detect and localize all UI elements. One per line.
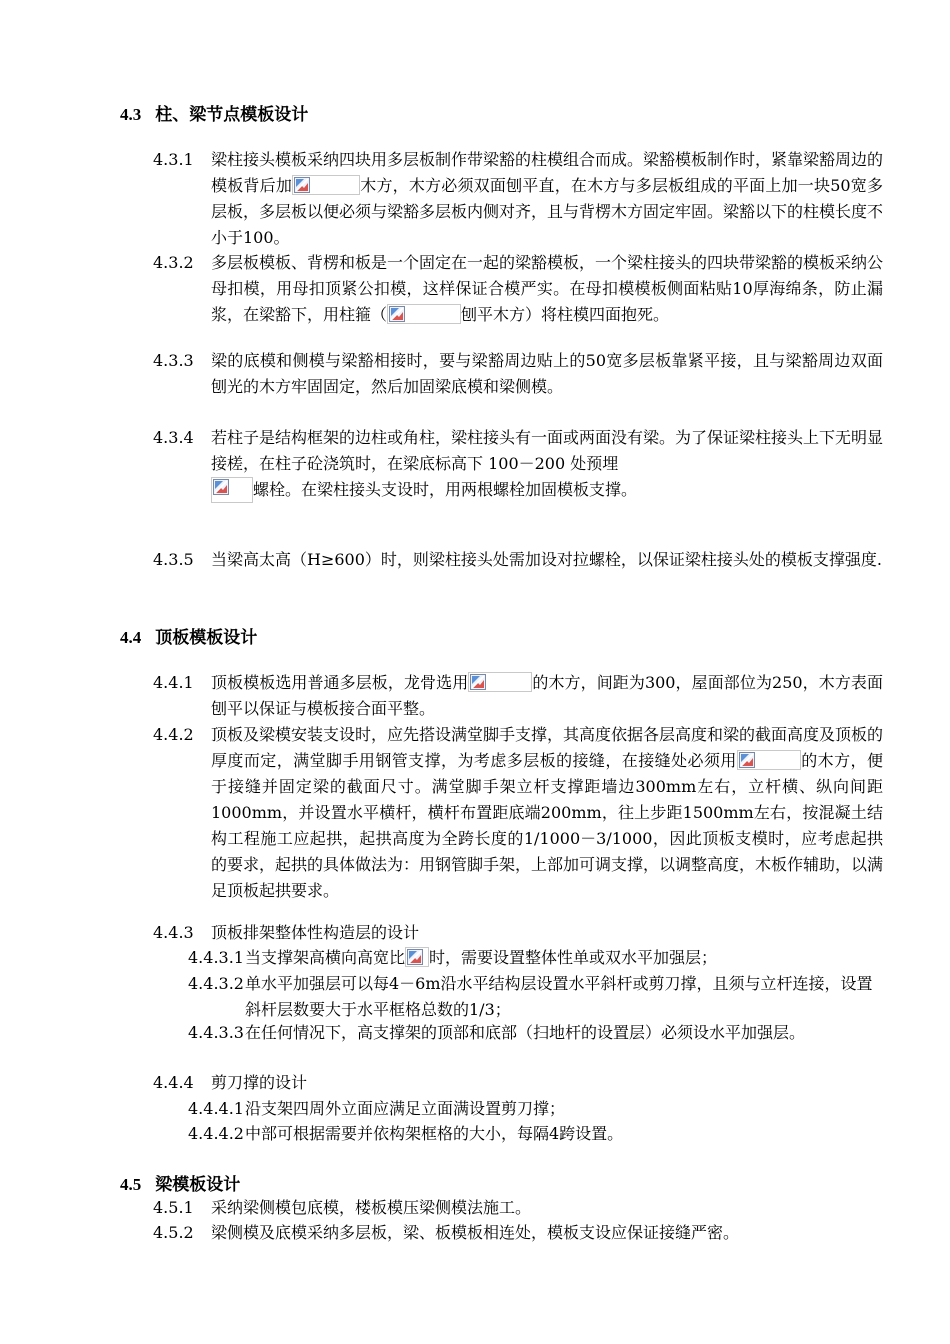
section-heading-4-5 bbox=[120, 1170, 240, 1195]
item-4-3-5 bbox=[153, 547, 883, 573]
item-4-5-2 bbox=[153, 1220, 883, 1246]
item-4-4-4-2 bbox=[188, 1121, 883, 1147]
item-4-4-3-1 bbox=[188, 945, 883, 971]
item-text: 梁柱接头模板采纳四块用多层板制作带梁豁的柱模组合而成。梁豁模板制作时，紧靠梁豁周边的模板背后加 bbox=[211, 150, 884, 195]
item-number: 4.4.3.3 bbox=[188, 1023, 244, 1042]
item-4-4-3-2 bbox=[188, 971, 883, 1023]
broken-image-icon bbox=[468, 672, 532, 692]
item-text: 若柱子是结构框架的边柱或角柱，梁柱接头有一面或两面没有梁。为了保证梁柱接头上下无明显接槎，在柱子砼浇筑时，在梁底标高下 100－200 处预埋 bbox=[211, 428, 884, 473]
broken-image-icon bbox=[211, 477, 253, 503]
item-text-cont: 刨平木方）将柱模四面抱死。 bbox=[461, 305, 670, 324]
item-number: 4.4.4 bbox=[153, 1073, 194, 1092]
item-text: 梁侧模及底模采纳多层板，梁、板模板相连处，模板支设应保证接缝严密。 bbox=[211, 1223, 740, 1242]
item-text: 顶板模板选用普通多层板，龙骨选用 bbox=[211, 673, 469, 692]
item-number: 4.4.3.1 bbox=[188, 948, 244, 967]
item-text: 顶板排架整体性构造层的设计 bbox=[211, 923, 420, 942]
item-4-3-2 bbox=[153, 250, 883, 328]
section-title: 梁模板设计 bbox=[155, 1175, 241, 1194]
item-number: 4.5.1 bbox=[153, 1198, 194, 1217]
section-title: 顶板模板设计 bbox=[155, 628, 258, 647]
item-4-3-3 bbox=[153, 348, 883, 400]
section-heading-4-4 bbox=[120, 623, 257, 648]
item-text: 当支撑架高横向高宽比 bbox=[245, 948, 406, 967]
item-number: 4.3.3 bbox=[153, 351, 194, 370]
item-4-4-4 bbox=[153, 1070, 883, 1096]
item-text: 中部可根据需要并依构架框格的大小，每隔4跨设置。 bbox=[245, 1124, 624, 1143]
item-number: 4.4.4.1 bbox=[188, 1099, 244, 1118]
item-text-cont: 木方，木方必须双面刨平直，在木方与多层板组成的平面上加一块50宽多层板，多层板以便必须与梁豁多层板内侧对齐，且与背楞木方固定牢固。梁豁以下的柱模长度不小于100。 bbox=[211, 176, 884, 247]
item-text-cont: 时，需要设置整体性单或双水平加强层； bbox=[429, 948, 718, 967]
section-number: 4.4 bbox=[120, 628, 142, 647]
item-4-4-4-1 bbox=[188, 1096, 883, 1122]
section-heading-4-3 bbox=[120, 100, 308, 125]
item-text: 沿支架四周外立面应满足立面满设置剪刀撑； bbox=[245, 1099, 566, 1118]
item-text-cont: 的木方，便于接缝并固定梁的截面尺寸。满堂脚手架立杆支撑距墙边300mm左右，立杆横、纵向间距1000mm，并设置水平横杆，横杆布置距底端200mm，往上步距1500mm左右，按混凝土结构工程施工应起拱，起拱高度为全跨长度的1/1000－3/1000，因此顶板支模时，应考虑起拱的要求，起拱的具体做法为：用钢管脚手架，上部加可调支撑，以调整高度，木板作辅助，以满足顶板起拱要求。 bbox=[211, 751, 884, 900]
broken-image-icon bbox=[737, 750, 801, 770]
item-number: 4.3.4 bbox=[153, 428, 194, 447]
item-4-3-4 bbox=[153, 425, 883, 503]
item-number: 4.5.2 bbox=[153, 1223, 194, 1242]
broken-image-icon bbox=[292, 175, 360, 195]
section-number: 4.5 bbox=[120, 1175, 142, 1194]
section-number: 4.3 bbox=[120, 105, 142, 124]
item-number: 4.3.5 bbox=[153, 550, 194, 569]
item-text: 在任何情况下，高支撑架的顶部和底部（扫地杆的设置层）必须设水平加强层。 bbox=[245, 1023, 806, 1042]
item-4-4-3-3 bbox=[188, 1020, 883, 1046]
item-number: 4.3.2 bbox=[153, 253, 194, 272]
item-number: 4.4.3 bbox=[153, 923, 194, 942]
broken-image-icon bbox=[387, 304, 461, 324]
broken-image-icon bbox=[405, 947, 429, 967]
item-text: 多层板模板、背楞和板是一个固定在一起的梁豁模板，一个梁柱接头的四块带梁豁的模板采纳公母扣模，用母扣顶紧公扣模，这样保证合模严实。在母扣模模板侧面粘贴10厚海绵条，防止漏浆，在梁豁下，用柱箍（ bbox=[211, 253, 884, 324]
item-4-5-1 bbox=[153, 1195, 883, 1221]
item-4-4-3 bbox=[153, 920, 883, 946]
item-text: 单水平加强层可以每4－6m沿水平结构层设置水平斜杆或剪刀撑，且须与立杆连接，设置斜杆层数要大于水平框格总数的1/3； bbox=[245, 974, 873, 1019]
item-text: 剪刀撑的设计 bbox=[211, 1073, 308, 1092]
section-title: 柱、梁节点模板设计 bbox=[155, 105, 309, 124]
item-4-4-1 bbox=[153, 670, 883, 722]
item-4-4-2 bbox=[153, 722, 883, 904]
item-text: 采纳梁侧模包底模，楼板模压梁侧模法施工。 bbox=[211, 1198, 532, 1217]
item-number: 4.4.4.2 bbox=[188, 1124, 244, 1143]
item-text: 梁的底模和侧模与梁豁相接时，要与梁豁周边贴上的50宽多层板靠紧平接，且与梁豁周边双面刨光的木方牢固固定，然后加固梁底模和梁侧模。 bbox=[211, 351, 883, 396]
item-text-cont: 的木方，间距为300，屋面部位为250，木方表面刨平以保证与模板接合面平整。 bbox=[211, 673, 883, 718]
item-text: 顶板及梁模安装支设时，应先搭设满堂脚手支撑，其高度依据各层高度和梁的截面高度及顶板的厚度而定，满堂脚手用钢管支撑，为考虑多层板的接缝，在接缝处必须用 bbox=[211, 725, 884, 770]
item-text-cont: 螺栓。在梁柱接头支设时，用两根螺栓加固模板支撑。 bbox=[253, 480, 638, 499]
item-4-3-1 bbox=[153, 147, 883, 251]
item-number: 4.3.1 bbox=[153, 150, 194, 169]
item-text: 当梁高太高（H≥600）时，则梁柱接头处需加设对拉螺栓，以保证梁柱接头处的模板支撑强度. bbox=[211, 550, 882, 569]
item-number: 4.4.2 bbox=[153, 725, 194, 744]
item-number: 4.4.1 bbox=[153, 673, 194, 692]
item-number: 4.4.3.2 bbox=[188, 974, 244, 993]
